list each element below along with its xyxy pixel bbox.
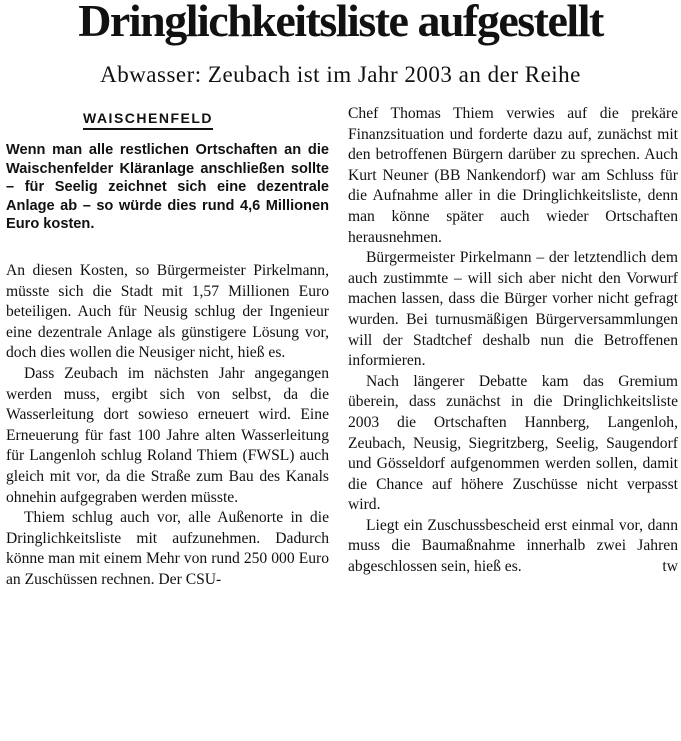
- closing-text: Liegt ein Zuschussbescheid erst einmal vor, dann muss die Baumaßnahme innerhalb zwei Jahren abgeschlossen sein, hieß es.: [348, 516, 678, 576]
- article-subheadline: Abwasser: Zeubach ist im Jahr 2003 an der Reihe: [100, 62, 581, 87]
- body-paragraph: Chef Thomas Thiem verwies auf die prekäre Finanzsituation und forderte dazu auf, zunächst mit den betroffenen Bürgern darüber zu sprechen. Auch Kurt Neuner (BB Nankendorf) war am Schluss für die Aufnahme aller in die Dringlichkeitsliste, denn man könne später auch wieder Ortschaften herausnehmen.: [348, 105, 678, 246]
- left-column: [6, 102, 329, 590]
- body-paragraph: Thiem schlug auch vor, alle Außenorte in die Dringlichkeitsliste mit aufzunehmen. Dadurch könne man mit einem Mehr von rund 250 000 Euro an Zuschüssen rechnen. Der CSU-: [6, 509, 329, 588]
- body-paragraph: Dass Zeubach im nächsten Jahr angegangen werden muss, ergibt sich von selbst, da die Wasserleitung dort sowieso erneuert wird. Eine Erneuerung für fast 100 Jahre alten Wasserleitung für Langenloh schlug Roland Thiem (FWSL) auch gleich mit vor, da die Straße zum Bau des Kanals ohnehin aufgegraben werden müsste.: [6, 364, 329, 506]
- article-headline: Dringlichkeitsliste aufgestellt: [78, 0, 603, 46]
- body-paragraph: Bürgermeister Pirkelmann – der letztendlich dem auch zustimmte – will sich aber nicht den Vorwurf machen lassen, dass die Bürger vorher nicht gefragt wurden. Bei turnusmäßigen Bürgerversammlungen will der Stadtchef deshalb nun die Betroffenen informieren.: [348, 249, 678, 370]
- right-column: [348, 104, 678, 578]
- dateline: WAISCHENFELD: [83, 110, 213, 130]
- author-signature: tw: [662, 558, 678, 576]
- body-paragraph-last: [348, 516, 678, 578]
- lead-paragraph: Wenn man alle restlichen Ortschaften an die Waischenfelder Kläranlage anschließen sollte – für Seelig zeichnet sich eine dezentrale Anlage ab – so würde dies rund 4,6 Millionen Euro kosten.: [6, 142, 329, 233]
- body-paragraph: An diesen Kosten, so Bürgermeister Pirkelmann, müsste sich die Stadt mit 1,57 Millionen Euro beteiligen. Auch für Neusig schlug der Ingenieur eine dezentrale Anlage als günstigere Lösung vor, doch dies wollen die Neusiger nicht, hieß es.: [6, 261, 329, 362]
- body-paragraph: Nach längerer Debatte kam das Gremium überein, dass zunächst in die Dringlichkeitsliste 2003 die Ortschaften Hannberg, Langenloh, Zeubach, Neusig, Siegritzberg, Seelig, Saugendorf und Gösseldorf aufgenommen werden sollen, damit die Chance auf höhere Zuschüsse nicht verpasst wird.: [348, 372, 678, 514]
